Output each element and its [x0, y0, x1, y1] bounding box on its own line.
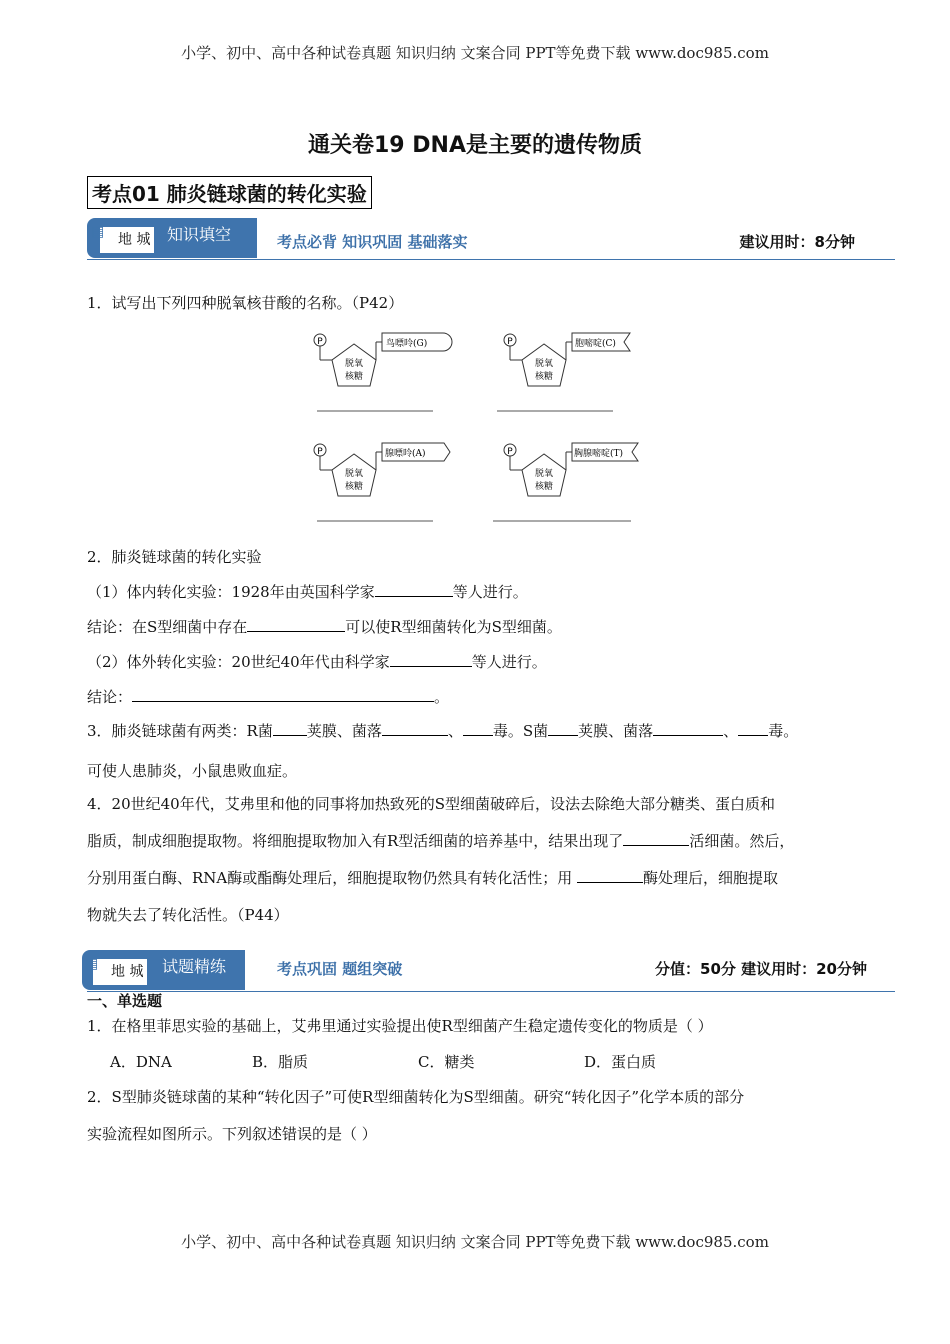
fill-blank[interactable] [375, 582, 453, 597]
section-banner-practice [87, 950, 895, 992]
svg-text:P: P [507, 337, 513, 347]
section-banner-knowledge [87, 218, 895, 260]
question-4-line-4: 物就失去了转化活性。（P44） [87, 906, 289, 924]
list-icon: ▤ [85, 956, 99, 972]
base-label-t: 胸腺嘧啶(T) [574, 449, 624, 459]
mc1-option-b[interactable]: B．脂质 [252, 1053, 309, 1071]
banner-score-time: 分值：50分 建议用时：20分钟 [655, 960, 867, 978]
conclusion-1: 结论：在S型细菌中存在 可以使R型细菌转化为S型细菌。 [87, 618, 562, 636]
sugar-label-2: 核糖 [344, 372, 364, 382]
banner-subtitle: 考点必背 知识巩固 基础落实 [277, 233, 468, 251]
conclusion-2: 结论： 。 [87, 688, 450, 706]
fill-blank[interactable] [247, 617, 345, 632]
mc-question-2-line-2: 实验流程如图所示。下列叙述错误的是（ ） [87, 1125, 377, 1143]
question-2-1: （1）体内转化实验：1928年由英国科学家 等人进行。 [87, 583, 528, 601]
page-footer: 小学、初中、高中各种试卷真题 知识归纳 文案合同 PPT等免费下载 www.doc985.com [181, 1233, 769, 1251]
banner-side-label: 地 城 [99, 226, 155, 254]
svg-text:脱氧: 脱氧 [534, 359, 554, 369]
banner-tag: 知识填空 [167, 225, 232, 244]
nucleotide-g [314, 333, 452, 386]
mc1-option-a[interactable]: A．DNA [110, 1053, 172, 1071]
page-title: 通关卷19 DNA是主要的遗传物质 [308, 133, 642, 158]
base-label-c: 胞嘧啶(C) [575, 339, 616, 349]
svg-text:核糖: 核糖 [344, 482, 364, 492]
base-label-g: 鸟嘌呤(G) [386, 339, 428, 349]
svg-text:脱氧: 脱氧 [344, 469, 364, 479]
svg-text:核糖: 核糖 [534, 482, 554, 492]
banner-subtitle: 考点巩固 题组突破 [277, 960, 403, 978]
svg-text:脱氧: 脱氧 [534, 469, 554, 479]
sugar-label-1: 脱氧 [344, 359, 364, 369]
question-3: 3．肺炎链球菌有两类：R菌 荚膜、菌落 、 毒。S菌 荚膜、菌落 、 毒。 [87, 722, 799, 740]
mc1-option-d[interactable]: D．蛋白质 [584, 1053, 657, 1071]
question-3-line-2: 可使人患肺炎，小鼠患败血症。 [87, 762, 298, 780]
mc-question-1: 1．在格里菲思实验的基础上，艾弗里通过实验提出使R型细菌产生稳定遗传变化的物质是（ ） [87, 1017, 713, 1035]
nucleotide-diagram [300, 325, 660, 530]
nucleotide-t [504, 443, 638, 496]
nucleotide-c [504, 333, 630, 386]
banner-time: 建议用时：8分钟 [739, 233, 855, 251]
list-icon: ▤ [91, 224, 105, 240]
question-2-2: （2）体外转化实验：20世纪40年代由科学家 等人进行。 [87, 653, 547, 671]
kaodian-heading: 考点01 肺炎链球菌的转化实验 [87, 176, 372, 209]
mc1-option-c[interactable]: C．糖类 [418, 1053, 475, 1071]
section-heading: 一、单选题 [87, 992, 163, 1010]
banner-side-label: 地 城 [92, 958, 148, 986]
svg-text:P: P [317, 447, 323, 457]
phosphate-label: P [317, 337, 323, 347]
question-1: 1．试写出下列四种脱氧核苷酸的名称。（P42） [87, 294, 404, 312]
question-4-line-2: 脂质，制成细胞提取物。将细胞提取物加入有R型活细菌的培养基中，结果出现了 活细菌。然后， [87, 832, 795, 850]
base-label-a: 腺嘌呤(A) [385, 449, 426, 459]
fill-blank[interactable] [132, 687, 434, 702]
svg-text:P: P [507, 447, 513, 457]
question-4-line-3: 分别用蛋白酶、RNA酶或酯酶处理后，细胞提取物仍然具有转化活性；用 酶处理后，细胞提取 [87, 869, 779, 887]
banner-tag: 试题精练 [162, 957, 227, 976]
page-header: 小学、初中、高中各种试卷真题 知识归纳 文案合同 PPT等免费下载 www.doc985.com [181, 44, 769, 62]
question-2: 2．肺炎链球菌的转化实验 [87, 548, 262, 566]
mc-question-2-line-1: 2．S型肺炎链球菌的某种“转化因子”可使R型细菌转化为S型细菌。研究“转化因子”化学本质的部分 [87, 1088, 745, 1106]
fill-blank[interactable] [390, 652, 472, 667]
question-4-line-1: 4．20世纪40年代，艾弗里和他的同事将加热致死的S型细菌破碎后，设法去除绝大部分糖类、蛋白质和 [87, 795, 775, 813]
svg-text:核糖: 核糖 [534, 372, 554, 382]
nucleotide-a [314, 443, 450, 496]
